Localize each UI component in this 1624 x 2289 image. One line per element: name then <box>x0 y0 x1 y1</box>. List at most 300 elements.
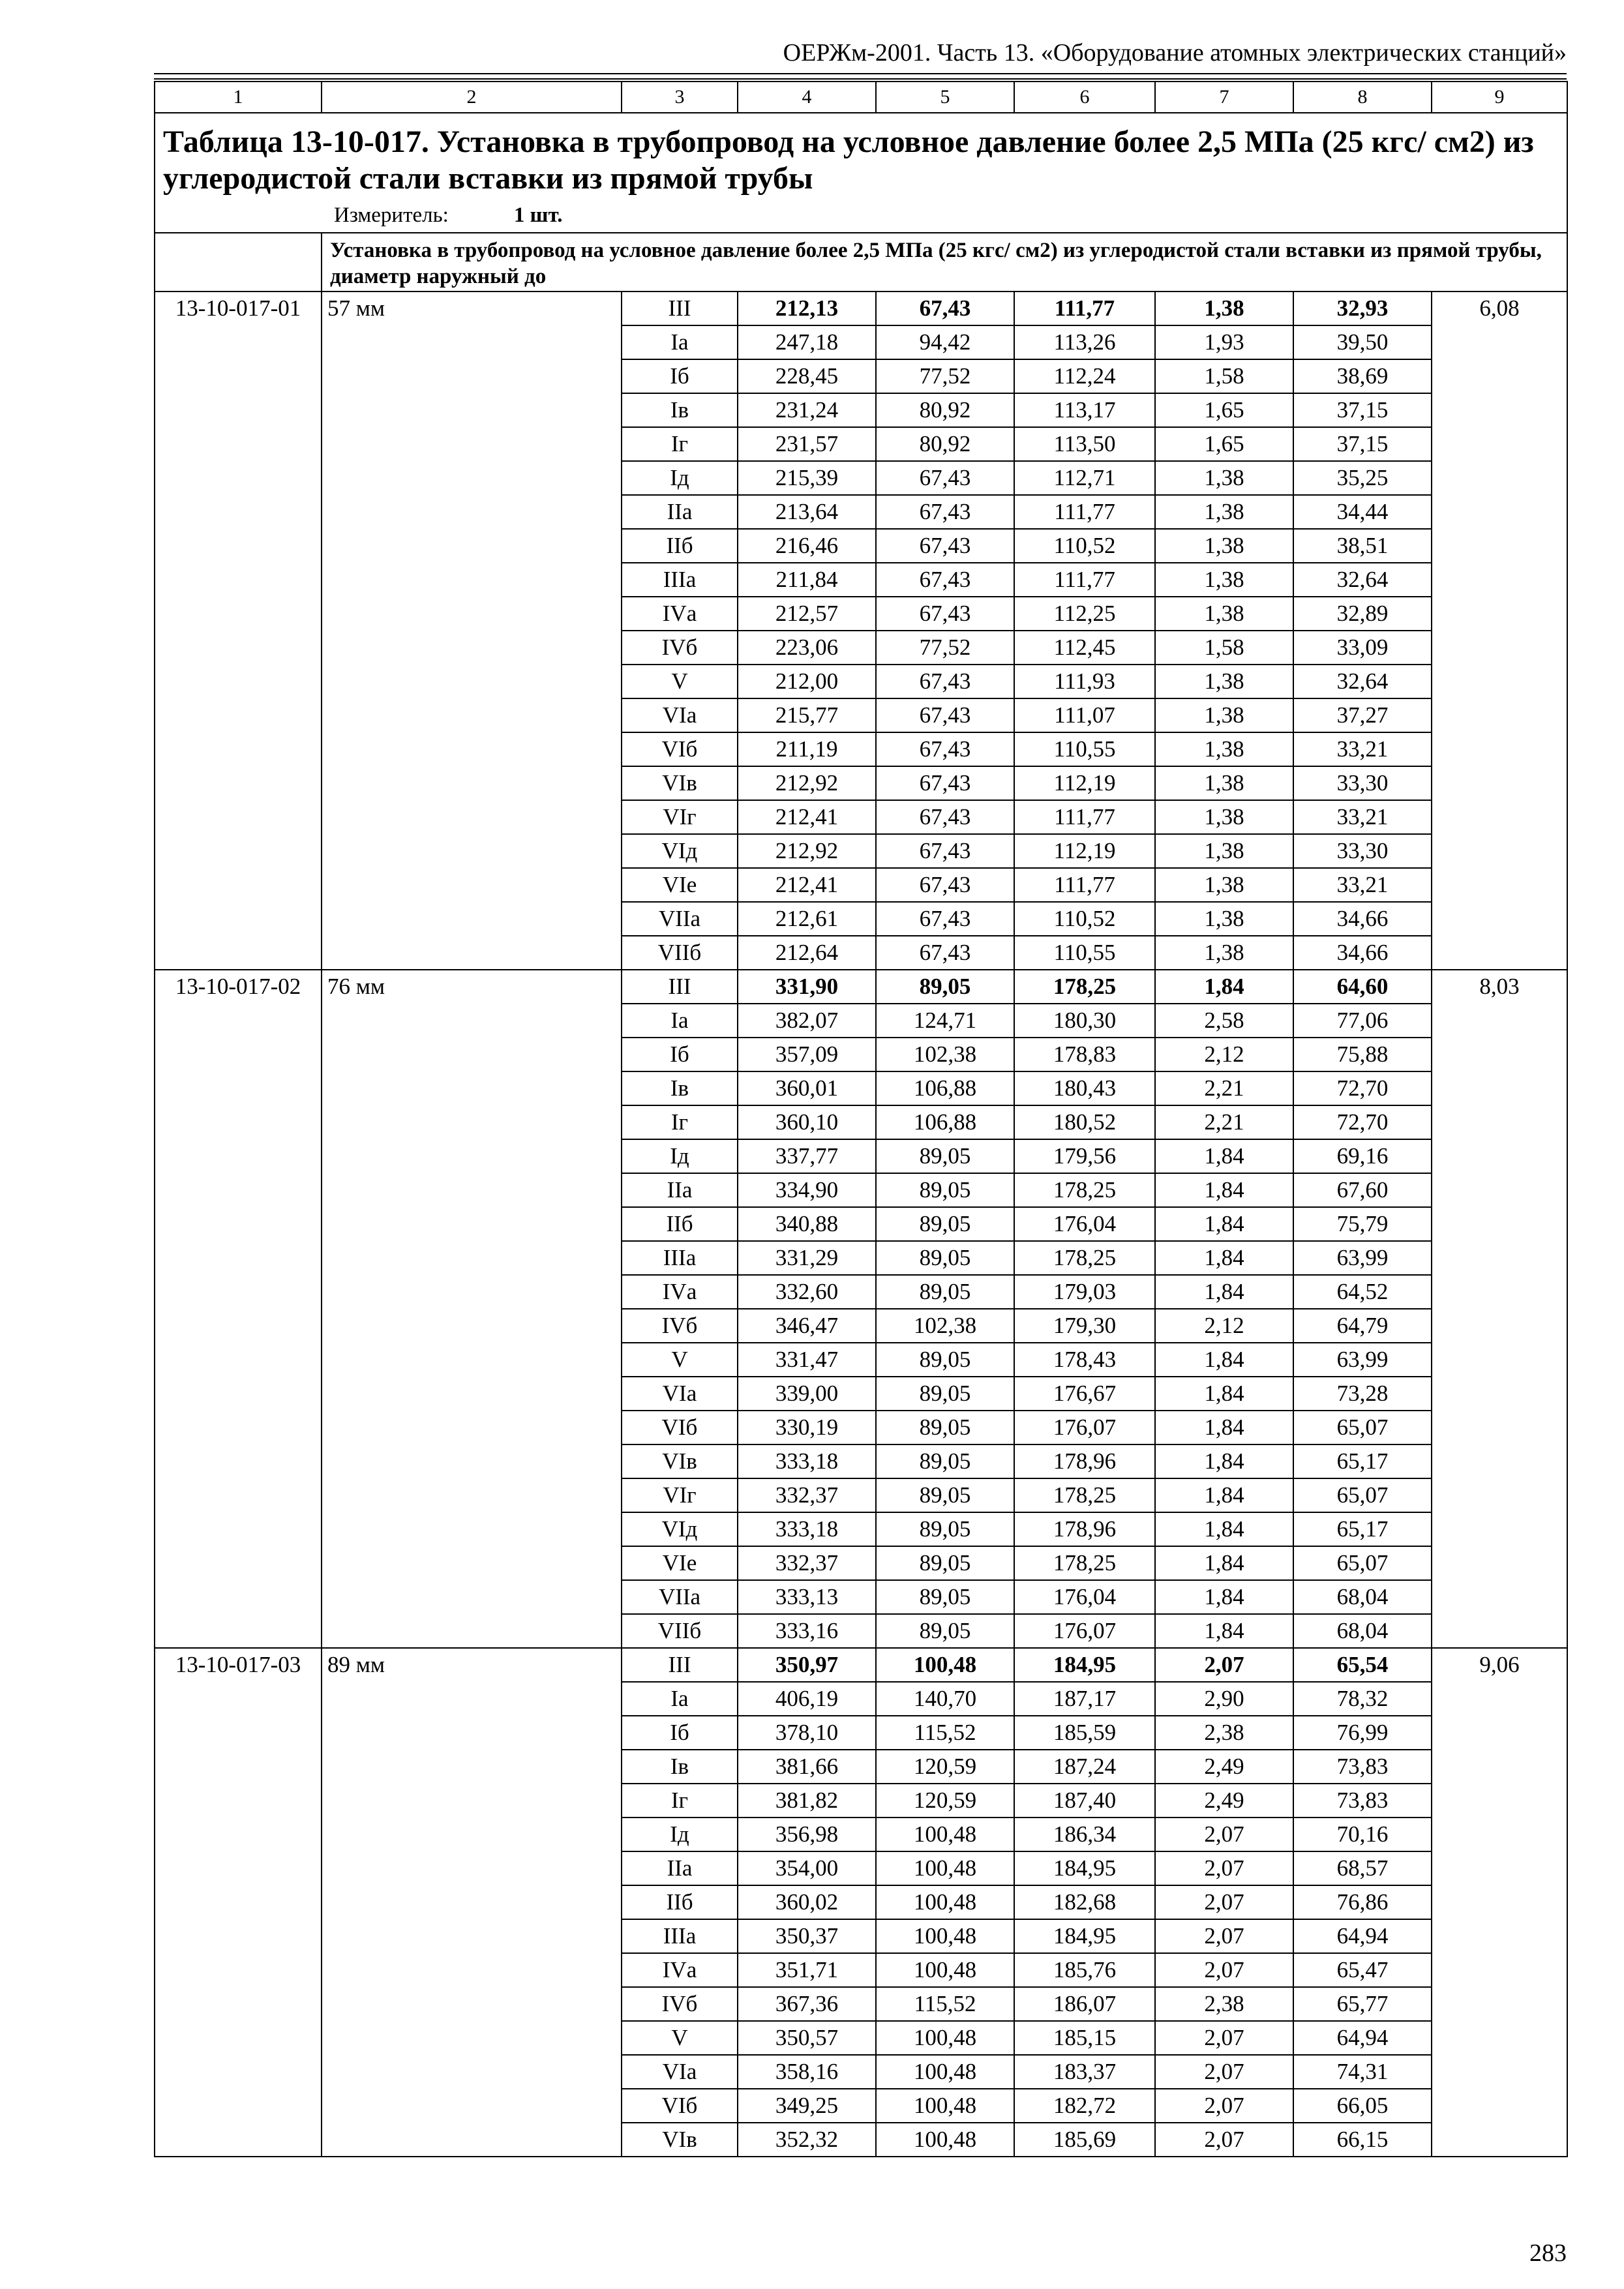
value-cell: 1,93 <box>1155 325 1293 359</box>
value-cell: 1,84 <box>1155 970 1293 1004</box>
value-cell: 77,52 <box>876 631 1014 665</box>
value-cell: 67,43 <box>876 665 1014 698</box>
value-cell: 179,03 <box>1014 1275 1155 1309</box>
value-cell: 111,07 <box>1014 698 1155 732</box>
value-cell: 77,52 <box>876 359 1014 393</box>
value-cell: 89,05 <box>876 1546 1014 1580</box>
value-cell: 65,47 <box>1293 1953 1432 1987</box>
value-cell: 180,30 <box>1014 1004 1155 1038</box>
value-cell: 112,25 <box>1014 597 1155 631</box>
mass-cell: 8,03 <box>1432 970 1567 1648</box>
value-cell: 1,84 <box>1155 1546 1293 1580</box>
value-cell: 68,57 <box>1293 1851 1432 1885</box>
value-cell: 2,49 <box>1155 1750 1293 1784</box>
value-cell: 67,60 <box>1293 1173 1432 1207</box>
value-cell: 212,41 <box>738 868 876 902</box>
value-cell: 111,77 <box>1014 563 1155 597</box>
value-cell: 212,64 <box>738 936 876 970</box>
value-cell: 178,25 <box>1014 1546 1155 1580</box>
zone-cell: Iд <box>622 1818 738 1851</box>
value-cell: 212,41 <box>738 800 876 834</box>
value-cell: 231,24 <box>738 393 876 427</box>
value-cell: 67,43 <box>876 936 1014 970</box>
value-cell: 67,43 <box>876 834 1014 868</box>
diameter-cell: 76 мм <box>322 970 622 1648</box>
value-cell: 2,58 <box>1155 1004 1293 1038</box>
value-cell: 111,77 <box>1014 292 1155 325</box>
value-cell: 100,48 <box>876 1919 1014 1953</box>
value-cell: 67,43 <box>876 800 1014 834</box>
value-cell: 110,55 <box>1014 936 1155 970</box>
zone-cell: IIа <box>622 1851 738 1885</box>
value-cell: 38,69 <box>1293 359 1432 393</box>
value-cell: 100,48 <box>876 1953 1014 1987</box>
value-cell: 33,30 <box>1293 834 1432 868</box>
table-title: Таблица 13-10-017. Установка в трубопровод на условное давление более 2,5 МПа (25 кгс/ см2) из углеродистой стали вставки из прямой трубы <box>163 125 1534 196</box>
zone-cell: IIIа <box>622 563 738 597</box>
value-cell: 67,43 <box>876 902 1014 936</box>
value-cell: 180,52 <box>1014 1105 1155 1139</box>
value-cell: 1,38 <box>1155 597 1293 631</box>
value-cell: 1,84 <box>1155 1241 1293 1275</box>
zone-cell: VIIа <box>622 1580 738 1614</box>
value-cell: 68,04 <box>1293 1580 1432 1614</box>
value-cell: 73,83 <box>1293 1750 1432 1784</box>
table-subtitle: Установка в трубопровод на условное давление более 2,5 МПа (25 кгс/ см2) из углеродистой стали вставки из прямой трубы, диаметр наружный до <box>322 233 1567 292</box>
value-cell: 1,38 <box>1155 766 1293 800</box>
value-cell: 1,84 <box>1155 1512 1293 1546</box>
value-cell: 2,90 <box>1155 1682 1293 1716</box>
value-cell: 94,42 <box>876 325 1014 359</box>
value-cell: 2,07 <box>1155 2089 1293 2123</box>
value-cell: 247,18 <box>738 325 876 359</box>
value-cell: 111,77 <box>1014 800 1155 834</box>
value-cell: 179,56 <box>1014 1139 1155 1173</box>
value-cell: 330,19 <box>738 1411 876 1444</box>
value-cell: 2,38 <box>1155 1987 1293 2021</box>
value-cell: 331,90 <box>738 970 876 1004</box>
value-cell: 358,16 <box>738 2055 876 2089</box>
zone-cell: Iд <box>622 1139 738 1173</box>
zone-cell: V <box>622 2021 738 2055</box>
value-cell: 350,97 <box>738 1648 876 1682</box>
zone-cell: VIIб <box>622 1614 738 1648</box>
value-cell: 1,38 <box>1155 461 1293 495</box>
value-cell: 178,43 <box>1014 1343 1155 1377</box>
value-cell: 185,59 <box>1014 1716 1155 1750</box>
value-cell: 32,64 <box>1293 563 1432 597</box>
value-cell: 333,16 <box>738 1614 876 1648</box>
zone-cell: VIа <box>622 1377 738 1411</box>
value-cell: 185,69 <box>1014 2123 1155 2157</box>
value-cell: 187,17 <box>1014 1682 1155 1716</box>
value-cell: 1,84 <box>1155 1275 1293 1309</box>
value-cell: 70,16 <box>1293 1818 1432 1851</box>
value-cell: 360,01 <box>738 1071 876 1105</box>
value-cell: 75,88 <box>1293 1038 1432 1071</box>
value-cell: 332,37 <box>738 1546 876 1580</box>
subtitle-spacer <box>155 233 322 292</box>
column-number: 3 <box>622 82 738 113</box>
zone-cell: Iб <box>622 359 738 393</box>
value-cell: 67,43 <box>876 563 1014 597</box>
value-cell: 1,65 <box>1155 427 1293 461</box>
value-cell: 186,34 <box>1014 1818 1155 1851</box>
value-cell: 100,48 <box>876 2089 1014 2123</box>
value-cell: 76,99 <box>1293 1716 1432 1750</box>
value-cell: 106,88 <box>876 1105 1014 1139</box>
value-cell: 212,61 <box>738 902 876 936</box>
value-cell: 100,48 <box>876 1885 1014 1919</box>
value-cell: 65,17 <box>1293 1444 1432 1478</box>
value-cell: 333,18 <box>738 1512 876 1546</box>
value-cell: 178,83 <box>1014 1038 1155 1071</box>
value-cell: 357,09 <box>738 1038 876 1071</box>
value-cell: 110,52 <box>1014 529 1155 563</box>
value-cell: 215,39 <box>738 461 876 495</box>
zone-cell: IVб <box>622 1987 738 2021</box>
value-cell: 178,25 <box>1014 1241 1155 1275</box>
value-cell: 89,05 <box>876 1275 1014 1309</box>
value-cell: 1,65 <box>1155 393 1293 427</box>
value-cell: 111,93 <box>1014 665 1155 698</box>
zone-cell: Iв <box>622 1750 738 1784</box>
value-cell: 65,07 <box>1293 1411 1432 1444</box>
value-cell: 120,59 <box>876 1750 1014 1784</box>
value-cell: 65,07 <box>1293 1546 1432 1580</box>
value-cell: 33,09 <box>1293 631 1432 665</box>
value-cell: 178,96 <box>1014 1512 1155 1546</box>
value-cell: 64,94 <box>1293 1919 1432 1953</box>
zone-cell: III <box>622 292 738 325</box>
zone-cell: IIIа <box>622 1241 738 1275</box>
zone-cell: IIа <box>622 495 738 529</box>
value-cell: 1,84 <box>1155 1411 1293 1444</box>
value-cell: 1,38 <box>1155 665 1293 698</box>
value-cell: 180,43 <box>1014 1071 1155 1105</box>
column-number: 5 <box>876 82 1014 113</box>
value-cell: 178,25 <box>1014 1478 1155 1512</box>
value-cell: 63,99 <box>1293 1343 1432 1377</box>
value-cell: 67,43 <box>876 597 1014 631</box>
value-cell: 89,05 <box>876 1343 1014 1377</box>
value-cell: 63,99 <box>1293 1241 1432 1275</box>
value-cell: 378,10 <box>738 1716 876 1750</box>
zone-cell: IVа <box>622 1953 738 1987</box>
diameter-cell: 57 мм <box>322 292 622 970</box>
zone-cell: IVа <box>622 597 738 631</box>
zone-cell: VIб <box>622 1411 738 1444</box>
value-cell: 2,07 <box>1155 1919 1293 1953</box>
value-cell: 1,84 <box>1155 1207 1293 1241</box>
value-cell: 89,05 <box>876 1139 1014 1173</box>
zone-cell: IIа <box>622 1173 738 1207</box>
zone-cell: VIIб <box>622 936 738 970</box>
zone-cell: Iа <box>622 1004 738 1038</box>
value-cell: 140,70 <box>876 1682 1014 1716</box>
value-cell: 352,32 <box>738 2123 876 2157</box>
value-cell: 332,60 <box>738 1275 876 1309</box>
value-cell: 1,84 <box>1155 1444 1293 1478</box>
zone-cell: IVб <box>622 1309 738 1343</box>
rate-code-cell: 13-10-017-01 <box>155 292 322 970</box>
value-cell: 2,07 <box>1155 1953 1293 1987</box>
value-cell: 185,76 <box>1014 1953 1155 1987</box>
value-cell: 66,15 <box>1293 2123 1432 2157</box>
value-cell: 1,38 <box>1155 834 1293 868</box>
value-cell: 89,05 <box>876 1207 1014 1241</box>
zone-cell: Iб <box>622 1716 738 1750</box>
value-cell: 228,45 <box>738 359 876 393</box>
value-cell: 381,82 <box>738 1784 876 1818</box>
value-cell: 1,84 <box>1155 1614 1293 1648</box>
value-cell: 67,43 <box>876 495 1014 529</box>
value-cell: 213,64 <box>738 495 876 529</box>
value-cell: 333,18 <box>738 1444 876 1478</box>
value-cell: 32,93 <box>1293 292 1432 325</box>
value-cell: 2,12 <box>1155 1309 1293 1343</box>
value-cell: 184,95 <box>1014 1851 1155 1885</box>
value-cell: 332,37 <box>738 1478 876 1512</box>
value-cell: 1,38 <box>1155 698 1293 732</box>
value-cell: 223,06 <box>738 631 876 665</box>
value-cell: 112,19 <box>1014 766 1155 800</box>
column-number: 8 <box>1293 82 1432 113</box>
value-cell: 356,98 <box>738 1818 876 1851</box>
zone-cell: VIд <box>622 834 738 868</box>
value-cell: 89,05 <box>876 1411 1014 1444</box>
value-cell: 1,84 <box>1155 1173 1293 1207</box>
value-cell: 184,95 <box>1014 1648 1155 1682</box>
value-cell: 1,38 <box>1155 292 1293 325</box>
zone-cell: IIб <box>622 1207 738 1241</box>
value-cell: 65,17 <box>1293 1512 1432 1546</box>
value-cell: 33,30 <box>1293 766 1432 800</box>
value-cell: 176,67 <box>1014 1377 1155 1411</box>
value-cell: 2,07 <box>1155 1648 1293 1682</box>
zone-cell: V <box>622 665 738 698</box>
value-cell: 212,92 <box>738 834 876 868</box>
value-cell: 1,38 <box>1155 800 1293 834</box>
zone-cell: IVб <box>622 631 738 665</box>
value-cell: 106,88 <box>876 1071 1014 1105</box>
value-cell: 178,25 <box>1014 1173 1155 1207</box>
column-number: 7 <box>1155 82 1293 113</box>
value-cell: 2,07 <box>1155 2123 1293 2157</box>
zone-cell: VIв <box>622 1444 738 1478</box>
value-cell: 72,70 <box>1293 1105 1432 1139</box>
value-cell: 64,60 <box>1293 970 1432 1004</box>
value-cell: 80,92 <box>876 427 1014 461</box>
value-cell: 360,10 <box>738 1105 876 1139</box>
value-cell: 35,25 <box>1293 461 1432 495</box>
value-cell: 112,24 <box>1014 359 1155 393</box>
value-cell: 33,21 <box>1293 800 1432 834</box>
zone-cell: Iд <box>622 461 738 495</box>
header-rule <box>154 73 1567 74</box>
value-cell: 1,38 <box>1155 902 1293 936</box>
value-cell: 231,57 <box>738 427 876 461</box>
value-cell: 2,12 <box>1155 1038 1293 1071</box>
value-cell: 2,07 <box>1155 1885 1293 1919</box>
value-cell: 1,84 <box>1155 1377 1293 1411</box>
value-cell: 110,55 <box>1014 732 1155 766</box>
value-cell: 350,37 <box>738 1919 876 1953</box>
value-cell: 113,17 <box>1014 393 1155 427</box>
subtitle-row <box>155 233 1567 292</box>
value-cell: 2,49 <box>1155 1784 1293 1818</box>
table-row <box>155 970 1567 1004</box>
column-number-row <box>155 82 1567 113</box>
value-cell: 183,37 <box>1014 2055 1155 2089</box>
value-cell: 113,50 <box>1014 427 1155 461</box>
value-cell: 333,13 <box>738 1580 876 1614</box>
value-cell: 185,15 <box>1014 2021 1155 2055</box>
value-cell: 354,00 <box>738 1851 876 1885</box>
value-cell: 67,43 <box>876 292 1014 325</box>
value-cell: 186,07 <box>1014 1987 1155 2021</box>
value-cell: 33,21 <box>1293 868 1432 902</box>
value-cell: 2,07 <box>1155 1851 1293 1885</box>
value-cell: 1,38 <box>1155 868 1293 902</box>
value-cell: 178,25 <box>1014 970 1155 1004</box>
table-row <box>155 292 1567 325</box>
value-cell: 89,05 <box>876 1173 1014 1207</box>
value-cell: 102,38 <box>876 1038 1014 1071</box>
value-cell: 176,04 <box>1014 1580 1155 1614</box>
value-cell: 2,21 <box>1155 1071 1293 1105</box>
meter-label: Измеритель: <box>334 203 449 227</box>
zone-cell: VIг <box>622 1478 738 1512</box>
value-cell: 67,43 <box>876 529 1014 563</box>
value-cell: 89,05 <box>876 1614 1014 1648</box>
value-cell: 212,00 <box>738 665 876 698</box>
value-cell: 34,44 <box>1293 495 1432 529</box>
zone-cell: Iг <box>622 1784 738 1818</box>
running-header: ОЕРЖм-2001. Часть 13. «Оборудование атомных электрических станций» <box>783 39 1567 67</box>
value-cell: 37,27 <box>1293 698 1432 732</box>
value-cell: 64,94 <box>1293 2021 1432 2055</box>
value-cell: 65,07 <box>1293 1478 1432 1512</box>
value-cell: 2,38 <box>1155 1716 1293 1750</box>
value-cell: 78,32 <box>1293 1682 1432 1716</box>
value-cell: 64,79 <box>1293 1309 1432 1343</box>
value-cell: 115,52 <box>876 1987 1014 2021</box>
value-cell: 346,47 <box>738 1309 876 1343</box>
value-cell: 110,52 <box>1014 902 1155 936</box>
value-cell: 39,50 <box>1293 325 1432 359</box>
column-number: 9 <box>1432 82 1567 113</box>
value-cell: 120,59 <box>876 1784 1014 1818</box>
value-cell: 102,38 <box>876 1309 1014 1343</box>
value-cell: 1,38 <box>1155 495 1293 529</box>
value-cell: 89,05 <box>876 1580 1014 1614</box>
zone-cell: IVа <box>622 1275 738 1309</box>
value-cell: 89,05 <box>876 1241 1014 1275</box>
value-cell: 33,21 <box>1293 732 1432 766</box>
column-number: 4 <box>738 82 876 113</box>
zone-cell: VIб <box>622 2089 738 2123</box>
value-cell: 100,48 <box>876 1818 1014 1851</box>
value-cell: 367,36 <box>738 1987 876 2021</box>
value-cell: 2,07 <box>1155 1818 1293 1851</box>
value-cell: 124,71 <box>876 1004 1014 1038</box>
column-number: 6 <box>1014 82 1155 113</box>
value-cell: 67,43 <box>876 766 1014 800</box>
value-cell: 100,48 <box>876 1851 1014 1885</box>
value-cell: 65,54 <box>1293 1648 1432 1682</box>
value-cell: 34,66 <box>1293 902 1432 936</box>
column-number: 2 <box>322 82 622 113</box>
zone-cell: VIе <box>622 868 738 902</box>
table-row <box>155 1648 1567 1682</box>
value-cell: 111,77 <box>1014 495 1155 529</box>
value-cell: 89,05 <box>876 1377 1014 1411</box>
value-cell: 184,95 <box>1014 1919 1155 1953</box>
value-cell: 32,64 <box>1293 665 1432 698</box>
value-cell: 74,31 <box>1293 2055 1432 2089</box>
value-cell: 100,48 <box>876 2021 1014 2055</box>
rate-code-cell: 13-10-017-03 <box>155 1648 322 2157</box>
zone-cell: VIг <box>622 800 738 834</box>
zone-cell: VIа <box>622 2055 738 2089</box>
zone-cell: III <box>622 1648 738 1682</box>
value-cell: 73,28 <box>1293 1377 1432 1411</box>
zone-cell: IIIа <box>622 1919 738 1953</box>
zone-cell: VIд <box>622 1512 738 1546</box>
value-cell: 339,00 <box>738 1377 876 1411</box>
value-cell: 212,57 <box>738 597 876 631</box>
value-cell: 334,90 <box>738 1173 876 1207</box>
value-cell: 176,04 <box>1014 1207 1155 1241</box>
value-cell: 2,07 <box>1155 2055 1293 2089</box>
value-cell: 331,29 <box>738 1241 876 1275</box>
value-cell: 182,68 <box>1014 1885 1155 1919</box>
value-cell: 65,77 <box>1293 1987 1432 2021</box>
zone-cell: VIв <box>622 2123 738 2157</box>
zone-cell: VIб <box>622 732 738 766</box>
value-cell: 212,92 <box>738 766 876 800</box>
value-cell: 67,43 <box>876 732 1014 766</box>
value-cell: 113,26 <box>1014 325 1155 359</box>
value-cell: 349,25 <box>738 2089 876 2123</box>
value-cell: 111,77 <box>1014 868 1155 902</box>
value-cell: 115,52 <box>876 1716 1014 1750</box>
value-cell: 64,52 <box>1293 1275 1432 1309</box>
value-cell: 72,70 <box>1293 1071 1432 1105</box>
value-cell: 1,38 <box>1155 936 1293 970</box>
table-title-row <box>155 113 1567 233</box>
value-cell: 406,19 <box>738 1682 876 1716</box>
diameter-cell: 89 мм <box>322 1648 622 2157</box>
value-cell: 176,07 <box>1014 1614 1155 1648</box>
value-cell: 76,86 <box>1293 1885 1432 1919</box>
value-cell: 1,38 <box>1155 529 1293 563</box>
value-cell: 211,84 <box>738 563 876 597</box>
value-cell: 360,02 <box>738 1885 876 1919</box>
zone-cell: Iв <box>622 393 738 427</box>
zone-cell: Iб <box>622 1038 738 1071</box>
zone-cell: Iг <box>622 427 738 461</box>
value-cell: 1,84 <box>1155 1139 1293 1173</box>
zone-cell: Iв <box>622 1071 738 1105</box>
meter-value: 1 шт. <box>513 203 563 227</box>
zone-cell: VIе <box>622 1546 738 1580</box>
value-cell: 381,66 <box>738 1750 876 1784</box>
value-cell: 1,58 <box>1155 359 1293 393</box>
value-cell: 100,48 <box>876 1648 1014 1682</box>
value-cell: 179,30 <box>1014 1309 1155 1343</box>
